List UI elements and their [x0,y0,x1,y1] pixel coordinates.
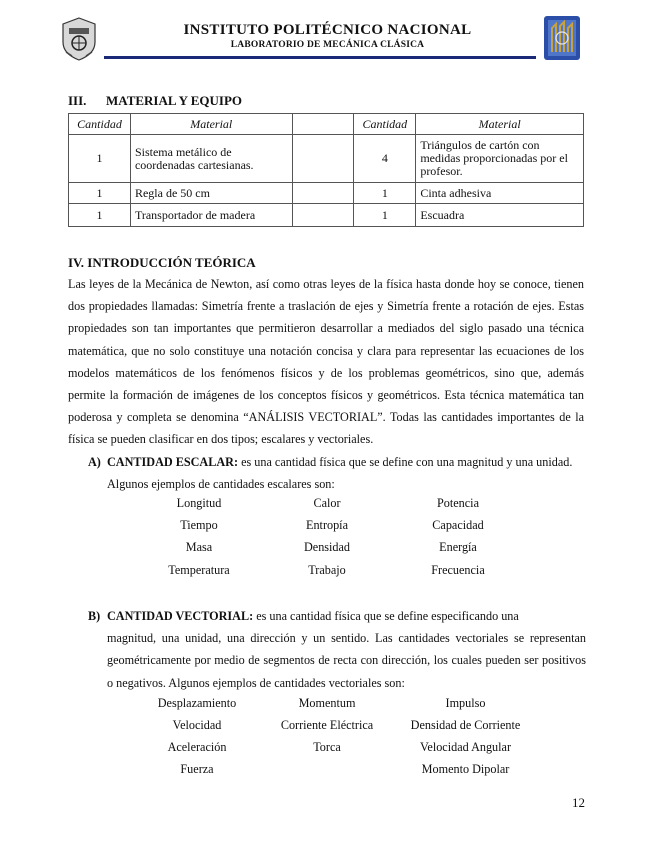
quantity-cell: 1 [69,204,131,227]
material-cell: Escuadra [416,204,584,227]
material-cell: Transportador de madera [130,204,292,227]
empty-cell [292,183,354,204]
header-material: Material [416,114,584,135]
example-item: Entropía [306,518,348,532]
vector-term: CANTIDAD VECTORIAL: [107,609,254,623]
section-3-heading [68,93,242,109]
header-empty [292,114,354,135]
quantity-cell: 1 [69,183,131,204]
section-3-title: MATERIAL Y EQUIPO [106,93,243,108]
header-rule [104,56,536,59]
item-label: B) [88,609,101,623]
example-item: Frecuencia [431,563,485,577]
empty-cell [292,135,354,183]
example-item: Densidad de Corriente [410,718,521,732]
item-label: A) [88,455,101,469]
quantity-cell: 1 [354,204,416,227]
vector-definition [88,605,586,694]
quantity-cell: 1 [69,135,131,183]
example-item: Trabajo [308,563,346,577]
example-item: Momento Dipolar [421,762,510,776]
scalar-text: es una cantidad física que se define con una magnitud y una unidad. [238,455,573,469]
quantity-cell: 1 [354,183,416,204]
header-quantity: Cantidad [354,114,416,135]
example-item: Masa [185,540,213,554]
vector-text-continued: magnitud, una unidad, una dirección y un sentido. Las cantidades vectoriales se representan geométricamente por medio de segmentos de recta con dirección, los cuales pueden ser positivos o negativos. Algunos ejemplos de cantidades vectoriales son: [107,631,586,690]
table-row [69,204,584,227]
table-header-row [69,114,584,135]
section-4-heading: IV. INTRODUCCIÓN TEÓRICA [68,255,256,270]
example-item: Temperatura [168,563,230,577]
materials-table [68,113,584,227]
scalar-definition [88,451,586,495]
quantity-cell: 4 [354,135,416,183]
material-cell: Cinta adhesiva [416,183,584,204]
intro-paragraph: Las leyes de la Mecánica de Newton, así como otras leyes de la física hasta donde hoy se conoce, tienen dos propiedades llamadas: Simetría frente a traslación de ejes y Simetría frente a rotación de ejes. Estas propiedades son tan importantes que permitieron desarrollar a mediados del siglo pasado una técnica matemática, que no solo constituye una notación concisa y clara para representar las ecuaciones de los modelos matemáticos de los fenómenos físicos y de los problemas geométricos, sino que, además permite la formación de imágenes de los conceptos físicos y geométricos. Esta técnica matemática tan poderosa y completa se denomina “ANÁLISIS VECTORIAL”. Todas las cantidades importantes de la física se pueden clasificar en dos tipos; escalares y vectoriales. [68,277,584,447]
table-row [69,183,584,204]
section-3-number: III. [68,93,87,108]
example-item: Corriente Eléctrica [280,718,374,732]
example-item: Velocidad [172,718,222,732]
header-material: Material [130,114,292,135]
example-item: Fuerza [180,762,214,776]
example-item: Torca [313,740,341,754]
page-number: 12 [572,795,585,810]
example-item: Velocidad Angular [419,740,512,754]
example-item: Densidad [303,540,351,554]
example-item: Desplazamiento [157,696,237,710]
table-row [69,135,584,183]
material-cell: Triángulos de cartón con medidas proporcionadas por el profesor. [416,135,584,183]
example-item: Calor [313,496,341,510]
institution-name: INSTITUTO POLITÉCNICO NACIONAL [183,22,472,38]
empty-cell [292,204,354,227]
example-item: Energía [439,540,477,554]
scalar-term: CANTIDAD ESCALAR: [107,455,239,469]
example-item: Tiempo [180,518,218,532]
header-quantity: Cantidad [69,114,131,135]
esime-logo [542,14,582,62]
example-item: Aceleración [167,740,227,754]
material-cell: Regla de 50 cm [130,183,292,204]
example-item: Capacidad [432,518,484,532]
scalar-text-continued: Algunos ejemplos de cantidades escalares son: [107,477,335,492]
example-item: Impulso [445,696,486,710]
example-item: Momentum [298,696,356,710]
example-item: Longitud [176,496,222,510]
laboratory-name: LABORATORIO DE MECÁNICA CLÁSICA [230,40,425,50]
example-item: Potencia [437,496,479,510]
material-cell: Sistema metálico de coordenadas cartesianas. [130,135,292,183]
vector-text: es una cantidad física que se define especificando una [253,609,519,623]
